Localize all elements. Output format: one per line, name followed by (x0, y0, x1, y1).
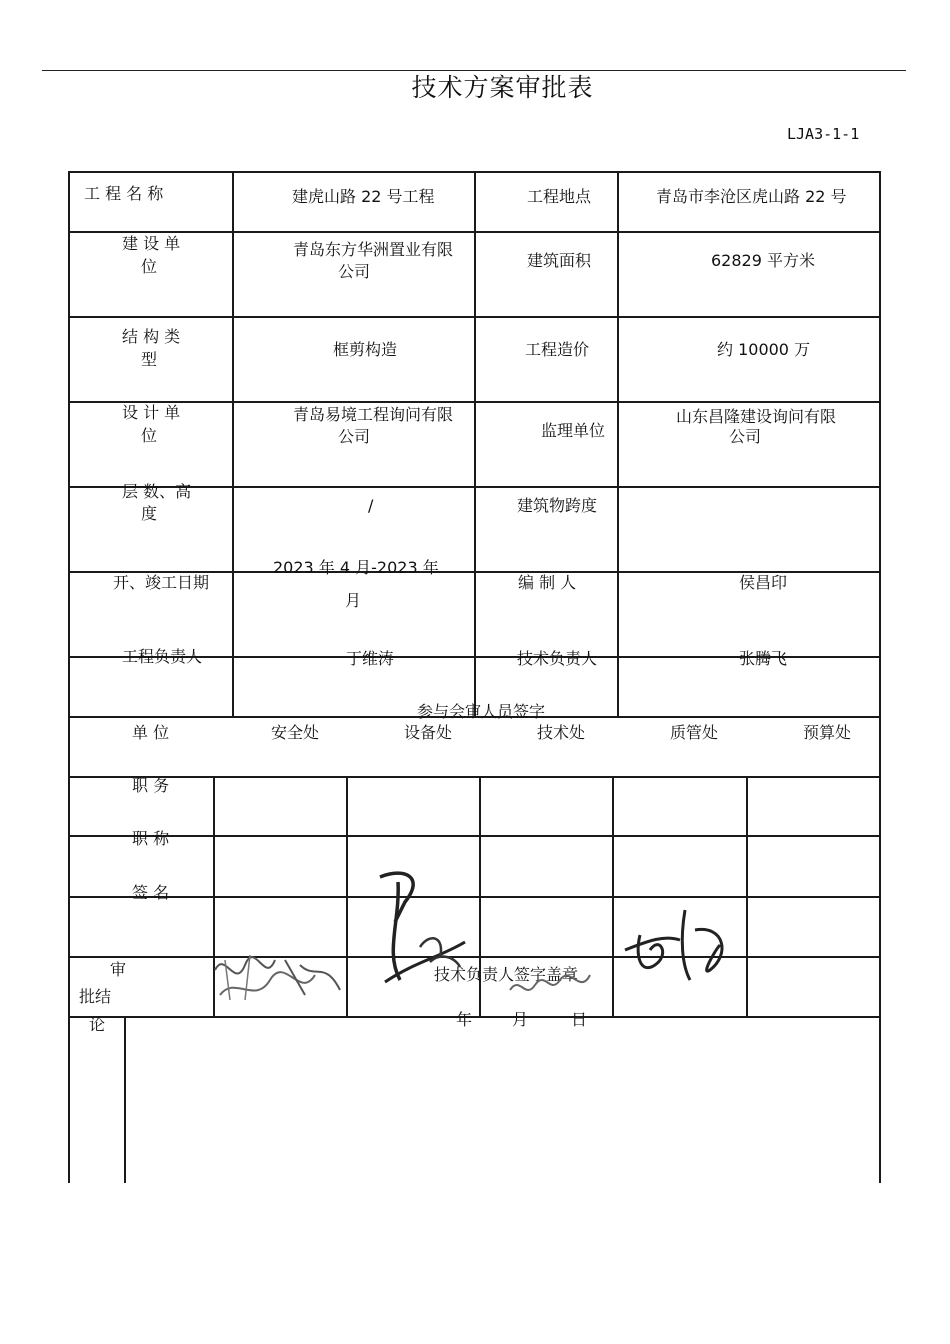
structure-label: 结 构 类 (122, 327, 181, 346)
floors-value: / (368, 496, 374, 515)
row-line (68, 1016, 880, 1018)
signature-stroke (510, 975, 590, 990)
cost-label: 工程造价 (525, 340, 590, 359)
builder-value: 青岛东方华洲置业有限 (292, 240, 453, 259)
area-value: 62829 平方米 (711, 251, 815, 270)
dept-quality: 质管处 (670, 723, 719, 742)
col-line (879, 171, 881, 1183)
dates-value: 2023 年 4 月-2023 年 (273, 558, 439, 577)
signature-stroke (215, 957, 275, 973)
signature-stroke (420, 938, 460, 967)
tech-lead-value: 张腾飞 (739, 649, 788, 668)
dept-budget: 预算处 (803, 723, 852, 742)
duty-label: 职 务 (132, 776, 170, 795)
row-line (68, 835, 880, 837)
floors-label-cont: 度 (141, 504, 158, 523)
page-title: 技术方案审批表 (411, 73, 594, 102)
area-label: 建筑面积 (527, 251, 592, 270)
approval-year: 年 (456, 1010, 473, 1029)
dates-label: 开、竣工日期 (113, 573, 210, 592)
signature-stroke (220, 972, 315, 995)
project-name-label: 工 程 名 称 (84, 184, 164, 203)
location-value: 青岛市李沧区虎山路 22 号 (656, 187, 847, 206)
col-line (232, 171, 234, 716)
designer-value: 青岛易境工程询问有限 (292, 405, 453, 424)
unit-label: 单 位 (132, 723, 170, 742)
col-line (617, 171, 619, 716)
signature-equipment (370, 862, 480, 997)
row-line (68, 776, 880, 778)
col-line (612, 776, 614, 1016)
signature-stroke (385, 942, 465, 982)
designer-label-cont: 位 (141, 426, 158, 445)
approval-month: 月 (512, 1010, 529, 1029)
location-label: 工程地点 (527, 187, 592, 206)
supervisor-value-cont: 公司 (729, 427, 762, 446)
designer-label: 设 计 单 (122, 403, 181, 422)
dept-equipment: 设备处 (404, 723, 453, 742)
approval-day: 日 (571, 1010, 588, 1029)
review-heading: 参与会审人员签字 (417, 702, 546, 721)
dept-technical: 技术处 (537, 723, 586, 742)
form-code: LJA3-1-1 (787, 125, 860, 143)
title-label: 职 称 (132, 829, 170, 848)
compiler-label: 编 制 人 (518, 573, 577, 592)
structure-value: 框剪构造 (333, 340, 398, 359)
supervisor-value: 山东昌隆建设询问有限 (676, 407, 837, 426)
structure-label-cont: 型 (141, 350, 158, 369)
col-line (124, 1016, 126, 1183)
pm-value: 丁维涛 (346, 649, 395, 668)
signature-safety (205, 940, 355, 1020)
dept-safety: 安全处 (271, 723, 320, 742)
supervisor-label: 监理单位 (541, 421, 606, 440)
signature-stroke (695, 929, 722, 971)
signature-quality (620, 895, 740, 990)
signature-stroke (393, 882, 400, 980)
approval-form-table (68, 171, 880, 1183)
project-name-value: 建虎山路 22 号工程 (292, 187, 435, 206)
col-line (746, 776, 748, 1016)
approval-label: 审 (110, 960, 127, 979)
builder-label: 建 设 单 (122, 234, 181, 253)
pm-label: 工程负责人 (122, 647, 203, 666)
designer-value-cont: 公司 (337, 427, 370, 446)
col-line (68, 171, 70, 1183)
compiler-value: 侯昌印 (739, 573, 788, 592)
approval-signature-note: 技术负责人签字盖章 (434, 965, 579, 984)
sign-label: 签 名 (132, 883, 170, 902)
tech-lead-label: 技术负责人 (517, 649, 598, 668)
floors-label: 层 数、高 (122, 482, 192, 501)
span-label: 建筑物跨度 (517, 496, 598, 515)
builder-value-cont: 公司 (337, 262, 370, 281)
builder-label-cont: 位 (141, 257, 158, 276)
dates-value-cont: 月 (345, 591, 362, 610)
signature-technical (505, 960, 595, 1005)
signature-stroke (682, 910, 690, 980)
cost-value: 约 10000 万 (717, 340, 811, 359)
approval-label-end: 论 (89, 1015, 106, 1034)
approval-label-cont: 批结 (79, 987, 112, 1006)
